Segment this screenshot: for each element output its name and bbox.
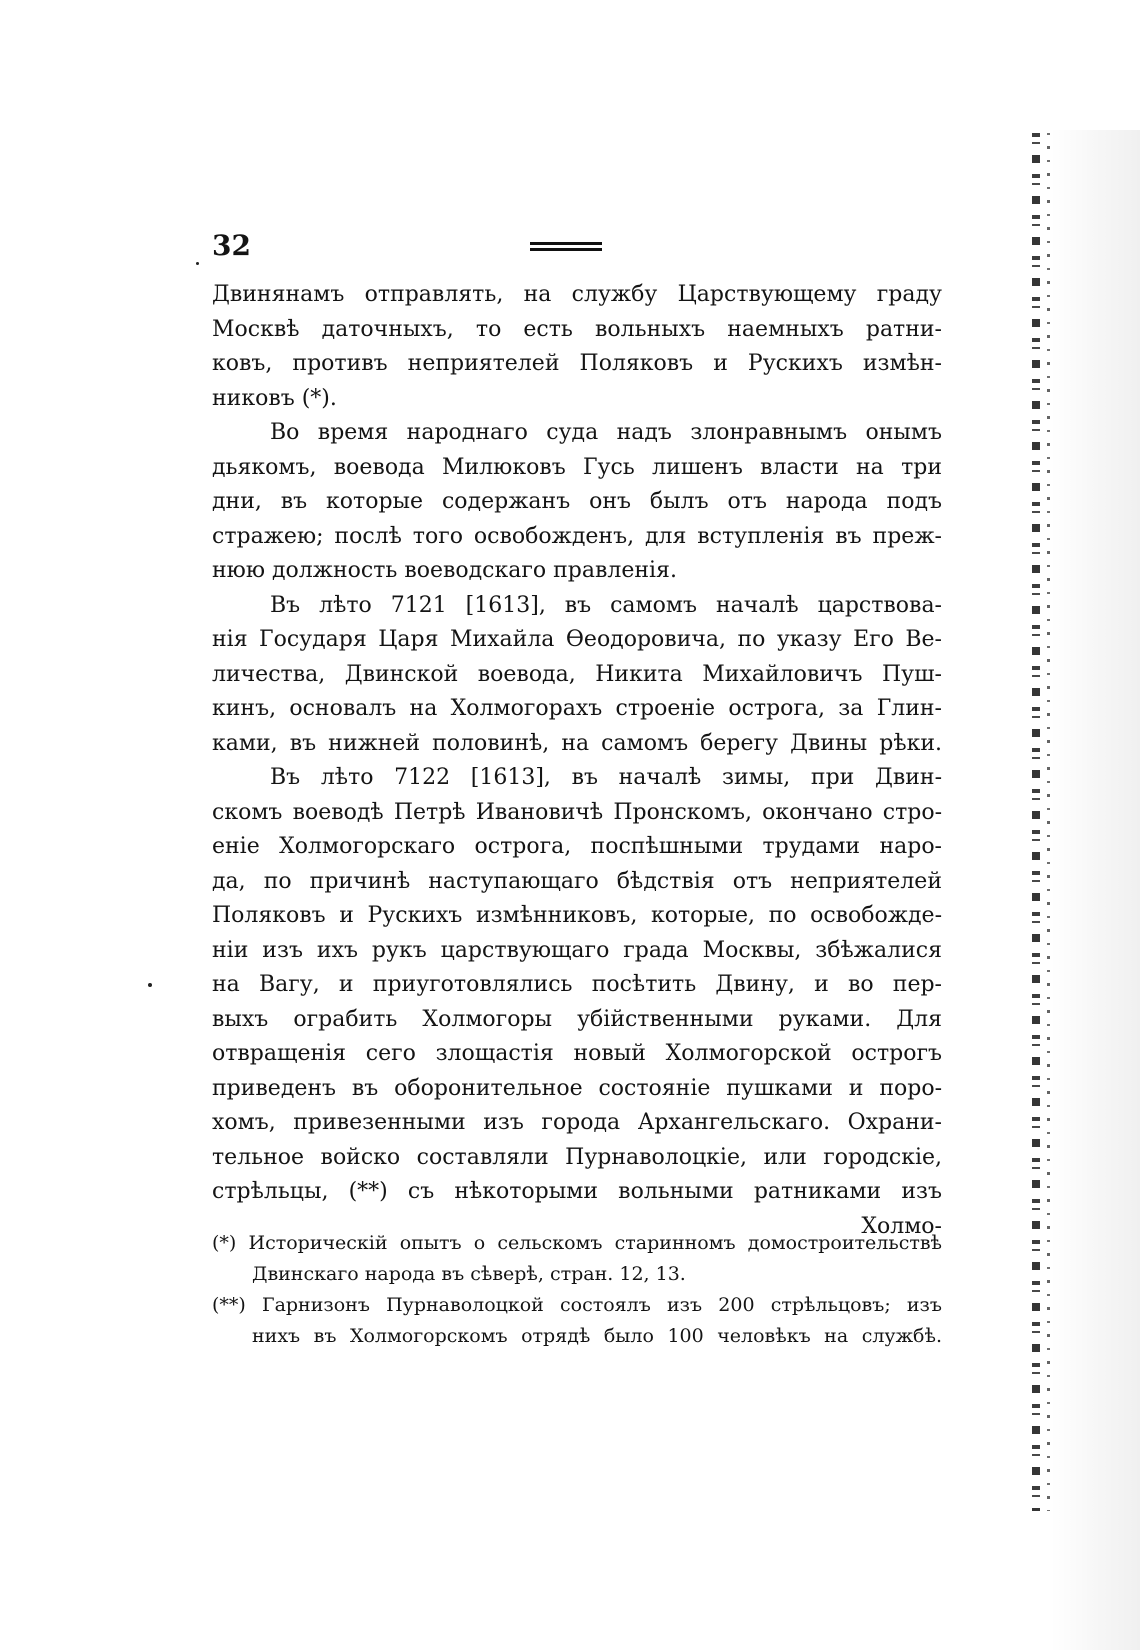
text-line: стражею; послѣ того освобожденъ, для вступленія въ преж- [212,523,942,549]
text-line: никовъ (*). [212,385,337,411]
stray-mark [148,983,152,987]
text-line: ніи изъ ихъ рукъ царствующаго града Москвы, збѣжалися [212,937,942,963]
text-line: Во время народнаго суда надъ злонравнымъ онымъ [270,420,942,445]
text-line: кинъ, основалъ на Холмогорахъ строеніе острога, за Глин- [212,696,942,721]
main-text [212,278,942,1244]
catchword: Холмо- [861,1213,942,1239]
text-line: Двинянамъ отправлять, на службу Царствующему граду [212,282,942,307]
page-edge-strip-secondary [1047,133,1050,1511]
footnote-line: (*) Историческій опытъ о сельскомъ старинномъ домостроительствѣ [212,1232,942,1254]
footnote-line: нихъ въ Холмогорскомъ отрядѣ было 100 человѣкъ на службѣ. [252,1325,942,1347]
header-ornament [530,242,602,254]
text-line: выхъ ограбить Холмогоры убійственными руками. Для [212,1006,942,1032]
binding-shadow [990,130,1140,1650]
page-header [212,228,942,264]
text-line: стрѣльцы, (**) съ нѣкоторыми вольными ратниками изъ [212,1179,942,1204]
text-line: нія Государя Царя Михайла Ѳеодоровича, по указу Его Ве- [212,627,942,652]
text-line: дьякомъ, воевода Милюковъ Гусь лишенъ власти на три [212,454,942,480]
text-line: ковъ, противъ неприятелей Поляковъ и Рускихъ измѣн- [212,351,942,376]
page-number: 32 [212,229,251,262]
text-line: Москвѣ даточныхъ, то есть вольныхъ наемныхъ ратни- [212,316,942,342]
text-line: на Вагу, и приуготовлялись посѣтить Двину, и во пер- [212,972,942,997]
text-line: Поляковъ и Рускихъ измѣнниковъ, которые, по освобожде- [212,903,942,928]
footnote-line: (**) Гарнизонъ Пурнаволоцкой состоялъ изъ 200 стрѣльцовъ; изъ [212,1294,942,1316]
text-line: дни, въ которые содержанъ онъ былъ отъ народа подъ [212,489,942,514]
text-line: тельное войско составляли Пурнаволоцкіе, или городскіе, [212,1144,942,1170]
page-edge-strip [1032,133,1040,1511]
text-line: нюю должность воеводскаго правленія. [212,558,677,583]
footnote-line: Двинскаго народа въ сѣверѣ, стран. 12, 13. [252,1263,686,1285]
text-line: личества, Двинской воевода, Никита Михайловичъ Пуш- [212,661,942,687]
text-line: ками, въ нижней половинѣ, на самомъ берегу Двины рѣки. [212,730,942,756]
text-line: хомъ, привезенными изъ города Архангельскаго. Охрани- [212,1110,942,1135]
text-line: да, по причинѣ наступающаго бѣдствія отъ неприятелей [212,868,942,894]
text-line: Въ лѣто 7122 [1613], въ началѣ зимы, при Двин- [270,765,942,790]
text-line: приведенъ въ оборонительное состояніе пушками и поро- [212,1075,942,1101]
text-line: скомъ воеводѣ Петрѣ Ивановичѣ Пронскомъ, окончано стро- [212,799,942,825]
text-line: еніе Холмогорскаго острога, поспѣшными трудами наро- [212,834,942,859]
stray-mark [196,262,199,265]
text-line: отвращенія сего злощастія новый Холмогорской острогъ [212,1041,942,1066]
text-line: Въ лѣто 7121 [1613], въ самомъ началѣ царствова- [270,592,942,618]
footnotes [212,1228,942,1352]
